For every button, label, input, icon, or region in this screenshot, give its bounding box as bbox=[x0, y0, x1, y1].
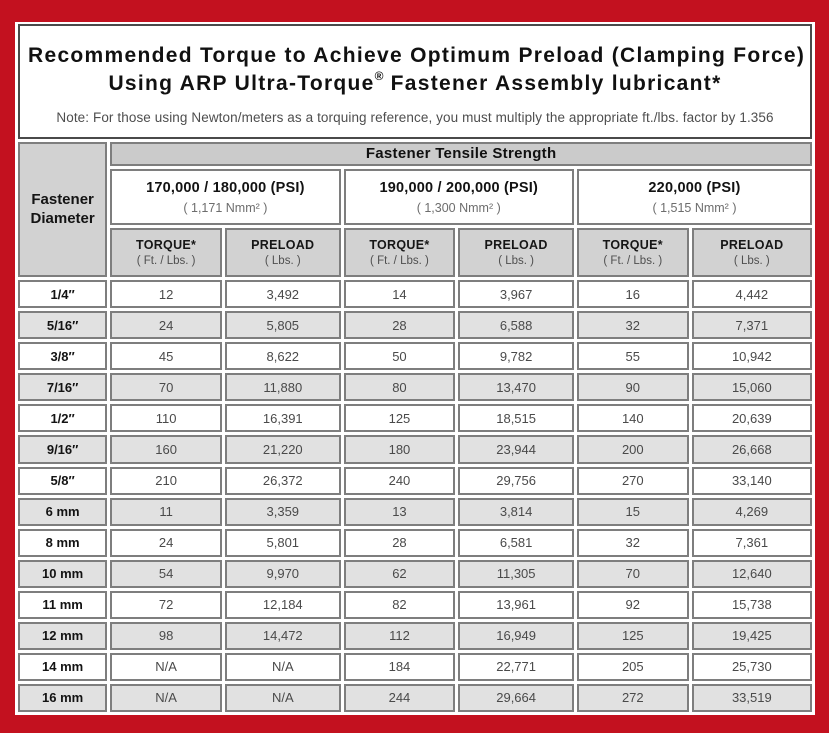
torque-value-cell: 92 bbox=[577, 591, 689, 619]
diameter-cell: 12 mm bbox=[18, 622, 107, 650]
registered-trademark-symbol: ® bbox=[374, 69, 384, 84]
torque-value-cell: 70 bbox=[110, 373, 222, 401]
torque-value-cell: 15 bbox=[577, 498, 689, 526]
strength-group-3-psi: 220,000 (PSI) bbox=[648, 179, 741, 196]
strength-group-2-psi: 190,000 / 200,000 (PSI) bbox=[379, 179, 539, 196]
torque-value-cell: N/A bbox=[110, 653, 222, 681]
conversion-note: Note: For those using Newton/meters as a torquing reference, you must multiply the appropriate ft./lbs. factor by 1.356 bbox=[56, 109, 774, 125]
torque-label: TORQUE* bbox=[602, 238, 663, 253]
strength-group-1-nmm: ( 1,171 Nmm² ) bbox=[183, 200, 268, 215]
torque-column-header-1 bbox=[110, 228, 222, 277]
preload-value-cell: 6,581 bbox=[458, 529, 574, 557]
preload-value-cell: N/A bbox=[225, 684, 341, 712]
preload-value-cell: 4,442 bbox=[692, 280, 812, 308]
preload-value-cell: 14,472 bbox=[225, 622, 341, 650]
torque-value-cell: 32 bbox=[577, 529, 689, 557]
diameter-cell: 7/16″ bbox=[18, 373, 107, 401]
torque-unit: ( Ft. / Lbs. ) bbox=[603, 255, 663, 268]
torque-spec-table bbox=[15, 139, 815, 715]
table-row bbox=[18, 280, 812, 308]
page-title-line1: Recommended Torque to Achieve Optimum Preload (Clamping Force) bbox=[28, 44, 806, 67]
preload-value-cell: 13,470 bbox=[458, 373, 574, 401]
torque-value-cell: 72 bbox=[110, 591, 222, 619]
torque-value-cell: 24 bbox=[110, 529, 222, 557]
torque-value-cell: 62 bbox=[344, 560, 456, 588]
torque-value-cell: 200 bbox=[577, 435, 689, 463]
preload-value-cell: 8,622 bbox=[225, 342, 341, 370]
preload-value-cell: 33,140 bbox=[692, 467, 812, 495]
preload-value-cell: 5,805 bbox=[225, 311, 341, 339]
table-row bbox=[18, 311, 812, 339]
torque-label: TORQUE* bbox=[135, 238, 197, 253]
torque-value-cell: 90 bbox=[577, 373, 689, 401]
torque-value-cell: 82 bbox=[344, 591, 456, 619]
title-line2-text: Using ARP Ultra-Torque bbox=[108, 72, 375, 96]
fastener-diameter-header bbox=[18, 142, 107, 277]
torque-value-cell: 205 bbox=[577, 653, 689, 681]
preload-unit: ( Lbs. ) bbox=[733, 255, 770, 268]
torque-value-cell: 13 bbox=[344, 498, 456, 526]
preload-value-cell: N/A bbox=[225, 653, 341, 681]
preload-value-cell: 29,664 bbox=[458, 684, 574, 712]
preload-value-cell: 25,730 bbox=[692, 653, 812, 681]
preload-value-cell: 15,060 bbox=[692, 373, 812, 401]
torque-value-cell: 45 bbox=[110, 342, 222, 370]
title-block bbox=[18, 24, 812, 139]
preload-value-cell: 22,771 bbox=[458, 653, 574, 681]
torque-value-cell: 16 bbox=[577, 280, 689, 308]
preload-label: PRELOAD bbox=[251, 238, 315, 253]
table-row bbox=[18, 342, 812, 370]
diameter-cell: 16 mm bbox=[18, 684, 107, 712]
table-row bbox=[18, 591, 812, 619]
preload-value-cell: 4,269 bbox=[692, 498, 812, 526]
table-row bbox=[18, 404, 812, 432]
strength-group-3-nmm: ( 1,515 Nmm² ) bbox=[652, 200, 737, 215]
preload-value-cell: 16,949 bbox=[458, 622, 574, 650]
preload-label: PRELOAD bbox=[720, 238, 784, 253]
table-row bbox=[18, 467, 812, 495]
torque-value-cell: 70 bbox=[577, 560, 689, 588]
torque-value-cell: 184 bbox=[344, 653, 456, 681]
preload-value-cell: 5,801 bbox=[225, 529, 341, 557]
preload-value-cell: 16,391 bbox=[225, 404, 341, 432]
strength-group-2-nmm: ( 1,300 Nmm² ) bbox=[416, 200, 501, 215]
torque-value-cell: 28 bbox=[344, 311, 456, 339]
preload-value-cell: 7,361 bbox=[692, 529, 812, 557]
table-row bbox=[18, 653, 812, 681]
preload-column-header-1 bbox=[225, 228, 341, 277]
preload-value-cell: 23,944 bbox=[458, 435, 574, 463]
preload-unit: ( Lbs. ) bbox=[264, 255, 301, 268]
tensile-strength-header: Fastener Tensile Strength bbox=[110, 142, 812, 167]
torque-value-cell: 125 bbox=[577, 622, 689, 650]
torque-value-cell: N/A bbox=[110, 684, 222, 712]
torque-column-header-3 bbox=[577, 228, 689, 277]
preload-value-cell: 7,371 bbox=[692, 311, 812, 339]
table-row bbox=[18, 435, 812, 463]
torque-value-cell: 160 bbox=[110, 435, 222, 463]
torque-value-cell: 28 bbox=[344, 529, 456, 557]
preload-value-cell: 12,640 bbox=[692, 560, 812, 588]
preload-value-cell: 11,880 bbox=[225, 373, 341, 401]
strength-group-1-psi: 170,000 / 180,000 (PSI) bbox=[146, 179, 305, 196]
table-row bbox=[18, 622, 812, 650]
preload-value-cell: 12,184 bbox=[225, 591, 341, 619]
torque-value-cell: 110 bbox=[110, 404, 222, 432]
preload-value-cell: 3,814 bbox=[458, 498, 574, 526]
preload-value-cell: 9,782 bbox=[458, 342, 574, 370]
torque-value-cell: 272 bbox=[577, 684, 689, 712]
table-row bbox=[18, 560, 812, 588]
diameter-cell: 9/16″ bbox=[18, 435, 107, 463]
tensile-header-row bbox=[18, 142, 812, 167]
preload-column-header-3 bbox=[692, 228, 812, 277]
torque-unit: ( Ft. / Lbs. ) bbox=[136, 255, 196, 268]
diameter-cell: 3/8″ bbox=[18, 342, 107, 370]
preload-value-cell: 11,305 bbox=[458, 560, 574, 588]
torque-column-header-2 bbox=[344, 228, 456, 277]
table-row bbox=[18, 529, 812, 557]
torque-value-cell: 140 bbox=[577, 404, 689, 432]
column-header-row bbox=[18, 228, 812, 277]
preload-value-cell: 26,668 bbox=[692, 435, 812, 463]
torque-value-cell: 55 bbox=[577, 342, 689, 370]
torque-value-cell: 24 bbox=[110, 311, 222, 339]
preload-value-cell: 3,492 bbox=[225, 280, 341, 308]
torque-value-cell: 32 bbox=[577, 311, 689, 339]
torque-value-cell: 240 bbox=[344, 467, 456, 495]
diameter-cell: 1/2″ bbox=[18, 404, 107, 432]
preload-value-cell: 6,588 bbox=[458, 311, 574, 339]
preload-value-cell: 13,961 bbox=[458, 591, 574, 619]
preload-label: PRELOAD bbox=[484, 238, 548, 253]
torque-value-cell: 50 bbox=[344, 342, 456, 370]
preload-value-cell: 3,359 bbox=[225, 498, 341, 526]
table-row bbox=[18, 684, 812, 712]
strength-group-3-header bbox=[577, 169, 812, 225]
torque-value-cell: 80 bbox=[344, 373, 456, 401]
torque-value-cell: 244 bbox=[344, 684, 456, 712]
torque-value-cell: 180 bbox=[344, 435, 456, 463]
fastener-diameter-header-line1: Fastener bbox=[31, 190, 94, 208]
table-row bbox=[18, 373, 812, 401]
document-panel bbox=[15, 22, 815, 715]
torque-value-cell: 270 bbox=[577, 467, 689, 495]
preload-value-cell: 33,519 bbox=[692, 684, 812, 712]
preload-value-cell: 19,425 bbox=[692, 622, 812, 650]
psi-header-row bbox=[18, 169, 812, 225]
torque-unit: ( Ft. / Lbs. ) bbox=[370, 255, 429, 268]
diameter-cell: 14 mm bbox=[18, 653, 107, 681]
preload-value-cell: 26,372 bbox=[225, 467, 341, 495]
preload-unit: ( Lbs. ) bbox=[498, 255, 535, 268]
preload-value-cell: 3,967 bbox=[458, 280, 574, 308]
preload-value-cell: 18,515 bbox=[458, 404, 574, 432]
preload-value-cell: 10,942 bbox=[692, 342, 812, 370]
torque-value-cell: 98 bbox=[110, 622, 222, 650]
torque-value-cell: 125 bbox=[344, 404, 456, 432]
fastener-diameter-header-line2: Diameter bbox=[30, 210, 95, 228]
torque-label: TORQUE* bbox=[369, 238, 430, 253]
table-row bbox=[18, 498, 812, 526]
torque-value-cell: 12 bbox=[110, 280, 222, 308]
strength-group-1-header bbox=[110, 169, 340, 225]
diameter-cell: 1/4″ bbox=[18, 280, 107, 308]
preload-value-cell: 9,970 bbox=[225, 560, 341, 588]
diameter-cell: 5/8″ bbox=[18, 467, 107, 495]
strength-group-2-header bbox=[344, 169, 574, 225]
diameter-cell: 10 mm bbox=[18, 560, 107, 588]
preload-value-cell: 21,220 bbox=[225, 435, 341, 463]
torque-value-cell: 11 bbox=[110, 498, 222, 526]
diameter-cell: 6 mm bbox=[18, 498, 107, 526]
diameter-cell: 8 mm bbox=[18, 529, 107, 557]
torque-value-cell: 14 bbox=[344, 280, 456, 308]
torque-value-cell: 112 bbox=[344, 622, 456, 650]
preload-value-cell: 15,738 bbox=[692, 591, 812, 619]
preload-value-cell: 20,639 bbox=[692, 404, 812, 432]
torque-value-cell: 210 bbox=[110, 467, 222, 495]
page-title-line2 bbox=[28, 70, 802, 98]
diameter-cell: 5/16″ bbox=[18, 311, 107, 339]
diameter-cell: 11 mm bbox=[18, 591, 107, 619]
title-line2-suffix: Fastener Assembly lubricant* bbox=[383, 72, 722, 96]
preload-column-header-2 bbox=[458, 228, 574, 277]
preload-value-cell: 29,756 bbox=[458, 467, 574, 495]
torque-value-cell: 54 bbox=[110, 560, 222, 588]
